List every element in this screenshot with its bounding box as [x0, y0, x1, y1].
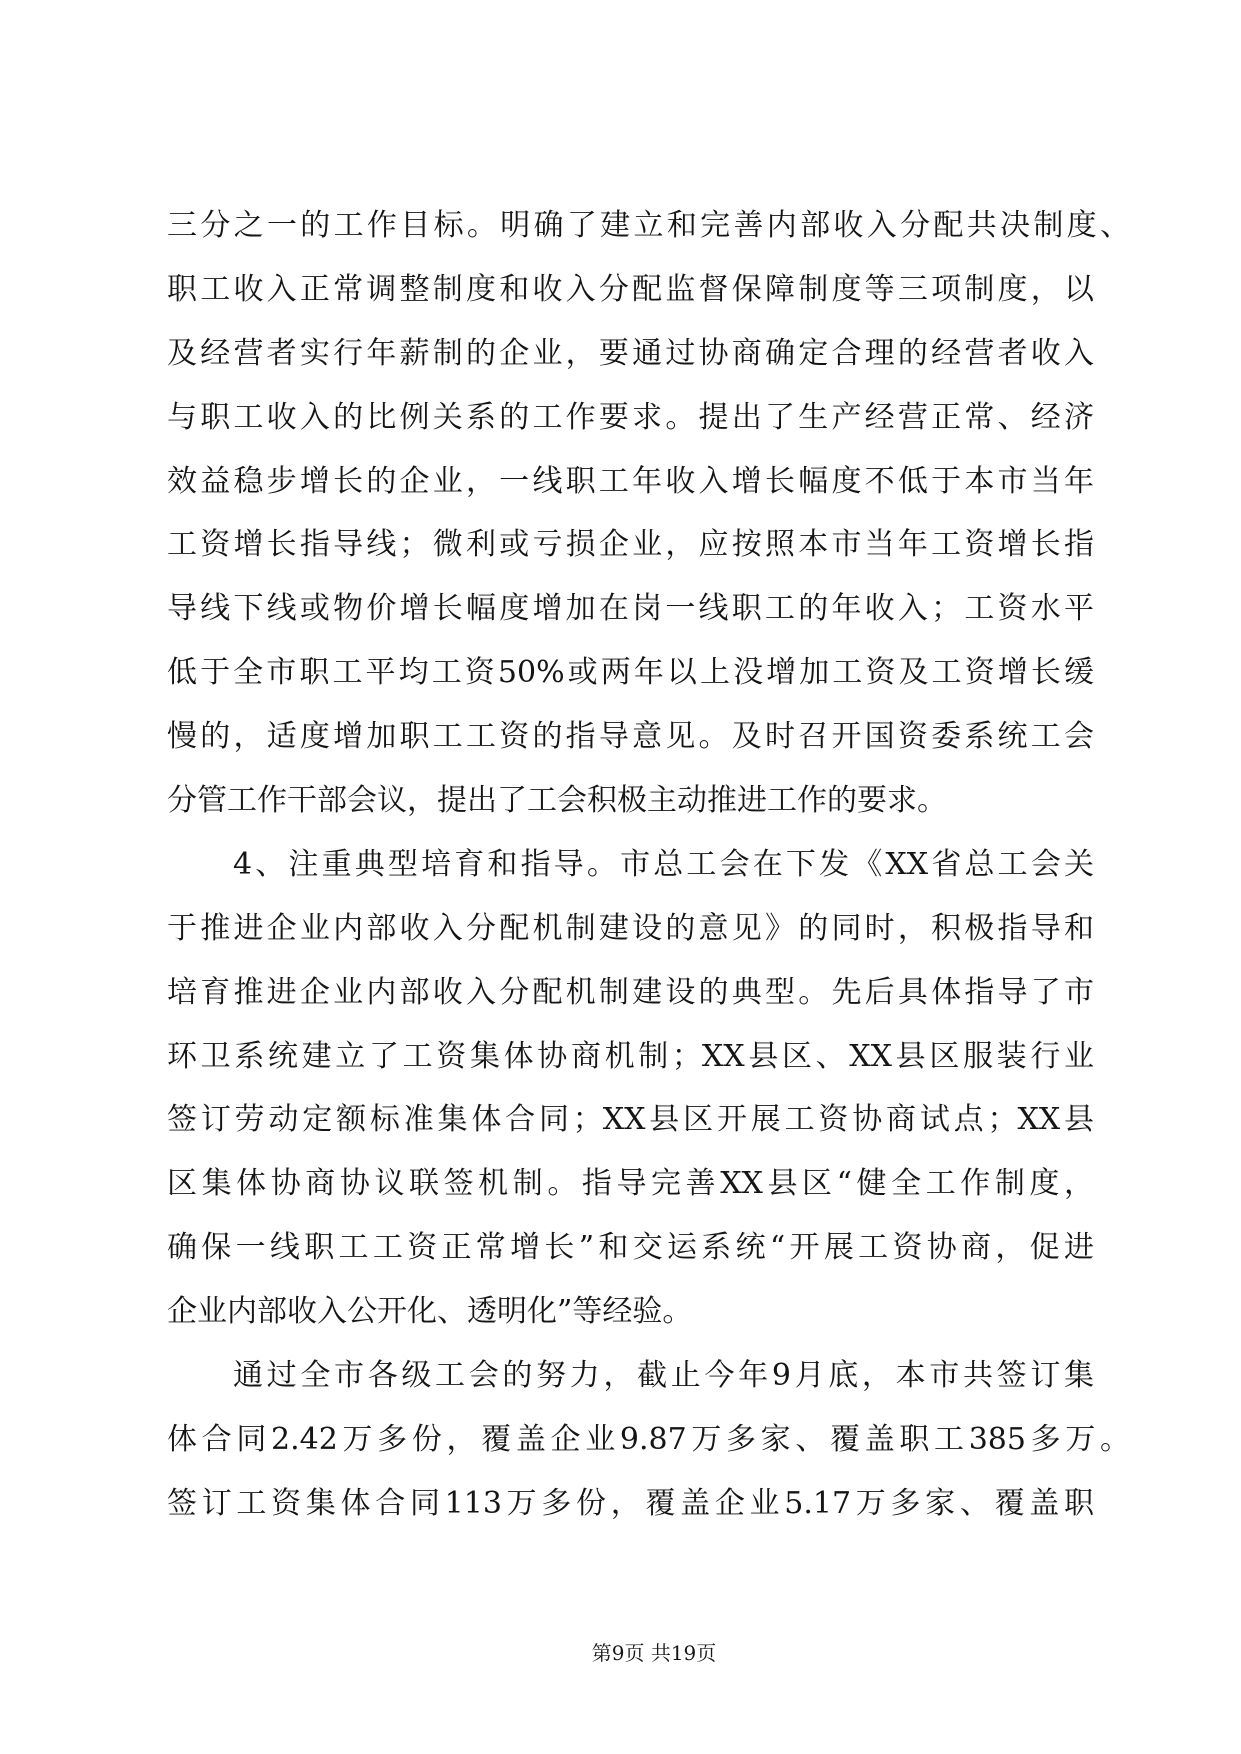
text-line: 低于全市职工平均工资50%或两年以上没增加工资及工资增长缓: [167, 655, 1094, 691]
text-line: 确保一线职工工资正常增长”和交运系统“开展工资协商，促进: [167, 1230, 1094, 1266]
text-line: 签订工资集体合同113万多份，覆盖企业5.17万多家、覆盖职: [167, 1485, 1094, 1521]
text-line: 效益稳步增长的企业，一线职工年收入增长幅度不低于本市当年: [167, 463, 1094, 499]
text-line: 培育推进企业内部收入分配机制建设的典型。先后具体指导了市: [167, 974, 1094, 1010]
text-line: 慢的，适度增加职工工资的指导意见。及时召开国资委系统工会: [167, 719, 1094, 755]
body-text: [167, 194, 1147, 1536]
text-line: 于推进企业内部收入分配机制建设的意见》的同时，积极指导和: [167, 910, 1094, 946]
text-line: 导线下线或物价增长幅度增加在岗一线职工的年收入；工资水平: [167, 591, 1094, 627]
text-line: 区集体协商协议联签机制。指导完善XX县区“健全工作制度，: [167, 1166, 1094, 1202]
text-line: 职工收入正常调整制度和收入分配监督保障制度等三项制度，以: [167, 271, 1094, 307]
text-line: 三分之一的工作目标。明确了建立和完善内部收入分配共决制度、: [167, 208, 1130, 243]
text-line: 企业内部收入公开化、透明化”等经验。: [167, 1294, 693, 1330]
text-line: 体合同2.42万多份，覆盖企业9.87万多家、覆盖职工385多万。: [167, 1421, 1130, 1457]
text-line: 及经营者实行年薪制的企业，要通过协商确定合理的经营者收入: [167, 335, 1094, 371]
text-line: 通过全市各级工会的努力，截止今年9月底，本市共签订集: [233, 1358, 1094, 1394]
text-line: 4、注重典型培育和指导。市总工会在下发《XX省总工会关: [233, 846, 1094, 882]
text-line: 签订劳动定额标准集体合同；XX县区开展工资协商试点；XX县: [167, 1102, 1094, 1138]
text-line: 与职工收入的比例关系的工作要求。提出了生产经营正常、经济: [167, 399, 1094, 435]
text-line: 环卫系统建立了工资集体协商机制；XX县区、XX县区服装行业: [167, 1038, 1094, 1074]
page-footer: 第9页 共19页: [591, 1641, 717, 1665]
text-line: 工资增长指导线；微利或亏损企业，应按照本市当年工资增长指: [167, 527, 1094, 563]
text-line: 分管工作干部会议，提出了工会积极主动推进工作的要求。: [167, 783, 947, 819]
